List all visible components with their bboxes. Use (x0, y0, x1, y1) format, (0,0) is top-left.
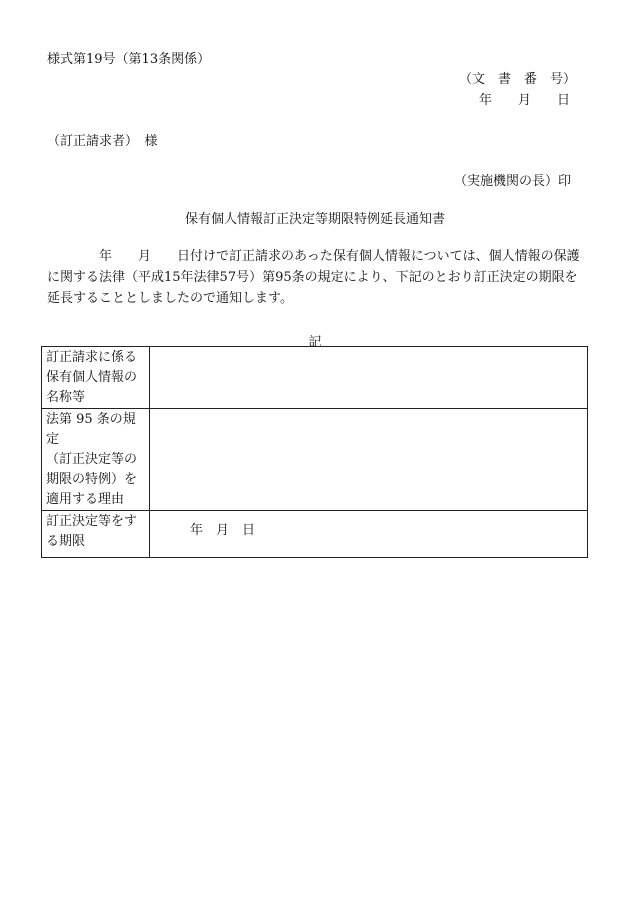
document-title: 保有個人情報訂正決定等期限特例延長通知書 (184, 212, 445, 227)
recipient-line: （訂正請求者） 様 (47, 134, 158, 149)
ki-heading: 記 (308, 335, 322, 350)
document-date: 年 月 日 (478, 93, 570, 108)
notice-body-text: 年 月 日付けで訂正請求のあった保有個人情報については、個人情報の保護に関する法律（平成15年法律57号）第95条の規定により、下記のとおり訂正決定の期限を延長することとしましたので通知します。 (47, 249, 580, 306)
table-row (42, 409, 588, 511)
row-label-reason: 法第 95 条の規定 （訂正決定等の 期限の特例）を 適用する理由 (42, 409, 150, 511)
table-row (42, 347, 588, 409)
table-row (42, 511, 588, 558)
form-number: 様式第19号（第13条関係） (47, 52, 211, 67)
row-value-reason (150, 409, 588, 511)
issuer-line: （実施機関の長）印 (453, 174, 571, 189)
document-number: （文 書 番 号） (458, 72, 576, 87)
row-label-info-name: 訂正請求に係る 保有個人情報の 名称等 (42, 347, 150, 409)
row-value-info-name (150, 347, 588, 409)
row-value-deadline-date: 年 月 日 (150, 511, 588, 558)
detail-table (41, 346, 588, 558)
row-label-deadline: 訂正決定等をす る期限 (42, 511, 150, 558)
